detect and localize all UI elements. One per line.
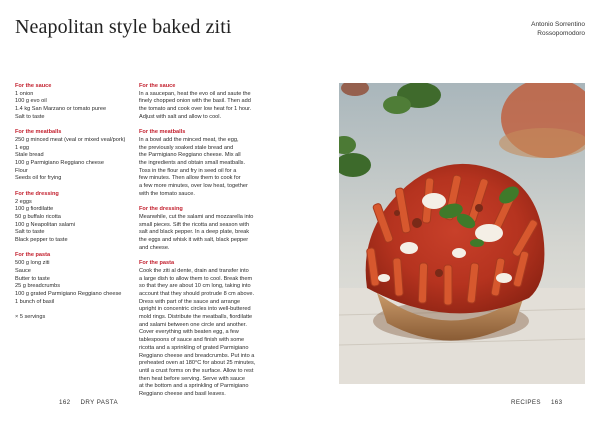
method-text-line: at the bottom and a sprinkling of Parmigiano (139, 383, 249, 390)
ingredient-section-heading: For the dressing (15, 190, 59, 197)
method-text-line: Toss in the flour and fry in seed oil for a (139, 167, 237, 174)
method-text-line: Dress with part of the sauce and arrange (139, 298, 241, 305)
method-column (139, 83, 264, 406)
ingredient-item: 100 g evo oil (15, 98, 47, 105)
method-text-line: the previously soaked stale bread and (139, 144, 234, 151)
method-text-line: the eggs and whisk it with salt, black pepper (139, 237, 249, 244)
ingredient-item: 1 bunch of basil (15, 298, 55, 305)
ingredient-item: Salt to taste (15, 113, 45, 120)
method-text-line: the Parmigiano Reggiano cheese. Mix all (139, 152, 241, 159)
method-text-line: a few more minutes, over low heat, together (139, 183, 248, 190)
ingredient-item: Stale bread (15, 152, 44, 159)
ingredient-item: 250 g minced meat (veal or mixed veal/pork) (15, 136, 126, 143)
method-text-line: so that they are about 10 cm long, taking into (139, 283, 251, 290)
ingredient-section (15, 191, 133, 245)
ingredient-item: 100 g fiordilatte (15, 206, 54, 213)
dish-photo (339, 83, 585, 384)
method-text-line: Adjust with salt and allow to cool. (139, 113, 222, 120)
ingredient-item: 1.4 kg San Marzano or tomato puree (15, 106, 107, 113)
ingredient-item: 100 g Parmigiano Reggiano cheese (15, 160, 104, 167)
baked-ziti-image (339, 83, 585, 384)
method-text-line: small pieces. Sift the ricotta and season with (139, 221, 250, 228)
method-text-line: and salami between one circle and another. (139, 321, 247, 328)
method-text-line: Reggiano cheese and basil leaves. (139, 391, 226, 398)
ingredient-item: Black pepper to taste (15, 237, 68, 244)
method-text-line: preheated oven at 180°C for about 25 minutes, (139, 360, 256, 367)
method-text-line: In a bowl add the minced meat, the egg, (139, 136, 239, 143)
method-text-line: until a crust forms on the surface. Allow to rest (139, 367, 254, 374)
ingredient-item: 25 g breadcrumbs (15, 283, 61, 290)
author-name: Antonio Sorrentino (531, 21, 585, 28)
ingredient-item: 1 egg (15, 144, 29, 151)
method-section (139, 129, 264, 198)
ingredient-item: Butter to taste (15, 275, 50, 282)
ingredient-item: Salt to taste (15, 229, 45, 236)
ingredient-section-heading: For the pasta (15, 252, 51, 259)
method-text-line: Cover everything with beaten egg, a few (139, 329, 239, 336)
ingredient-section-heading: For the sauce (15, 83, 52, 89)
method-text-line: mold rings. Distribute the meatballs, fiordilatte (139, 314, 253, 321)
ingredient-item: Sauce (15, 267, 31, 274)
left-section-label: DRY PASTA (80, 399, 119, 406)
ingredients-column (15, 83, 133, 329)
method-text-line: with the tomato sauce. (139, 190, 195, 197)
method-text-line: ricotta and a sprinkling of grated Parmigiano (139, 344, 249, 351)
footer-right (501, 399, 563, 406)
method-section (139, 83, 264, 122)
method-section (139, 206, 264, 252)
method-text-line: In a saucepan, heat the evo oil and saute the (139, 90, 251, 97)
method-text-line: Reggiano cheese and breadcrumbs. Put into a (139, 352, 255, 359)
right-section-label: RECIPES (511, 399, 541, 406)
method-section (139, 260, 264, 399)
author-credit (531, 21, 585, 38)
method-text-line: account that they should protrude 8 cm above. (139, 290, 255, 297)
right-page-number: 163 (550, 399, 563, 406)
method-text-line: few minutes. Then allow them to cook for (139, 175, 241, 182)
method-text-line: a large dish to allow them to cool. Break them (139, 275, 253, 282)
method-text-line: Cook the ziti al dente, drain and transfer into (139, 267, 249, 274)
method-text-line: the tomato and cook over low heat for 1 hour. (139, 106, 252, 113)
method-text-line: salt and black pepper. In a deep plate, break (139, 229, 250, 236)
method-text-line: upright in concentric circles into well-buttered (139, 306, 251, 313)
method-text-line: then heat before serving. Serve with sauce (139, 375, 246, 382)
method-section-heading: For the pasta (139, 260, 175, 267)
method-text-line: the ingredients and obtain small meatballs. (139, 160, 246, 167)
footer-left (59, 399, 128, 406)
left-page-number: 162 (59, 399, 71, 406)
method-section-heading: For the meatballs (139, 129, 186, 136)
method-text-line: Meanwhile, cut the salami and mozzarella into (139, 213, 254, 220)
author-restaurant: Rossopomodoro (537, 29, 585, 37)
method-section-heading: For the dressing (139, 206, 183, 213)
ingredient-item: Flour (15, 167, 28, 174)
method-text-line: tablespoons of sauce and finish with some (139, 337, 245, 344)
ingredient-item: 100 g grated Parmigiano Reggiano cheese (15, 290, 122, 297)
ingredient-section (15, 252, 133, 306)
ingredient-item: Seeds oil for frying (15, 175, 62, 182)
page-title: Neapolitan style baked ziti (15, 16, 232, 38)
ingredient-section (15, 129, 133, 183)
ingredient-section (15, 83, 133, 122)
method-text-line: and cheese. (139, 244, 170, 251)
ingredient-item: 2 eggs (15, 198, 32, 205)
servings-note: × 5 servings (15, 314, 46, 321)
ingredient-item: 500 g long ziti (15, 260, 50, 267)
ingredient-section-heading: For the meatballs (15, 129, 62, 136)
ingredient-item: 1 onion (15, 90, 34, 97)
ingredient-item: 100 g Neapolitan salami (15, 221, 76, 228)
method-text-line: finely chopped onion with the basil. Then add (139, 98, 251, 105)
ingredient-item: 50 g buffalo ricotta (15, 213, 61, 220)
method-section-heading: For the sauce (139, 83, 176, 89)
